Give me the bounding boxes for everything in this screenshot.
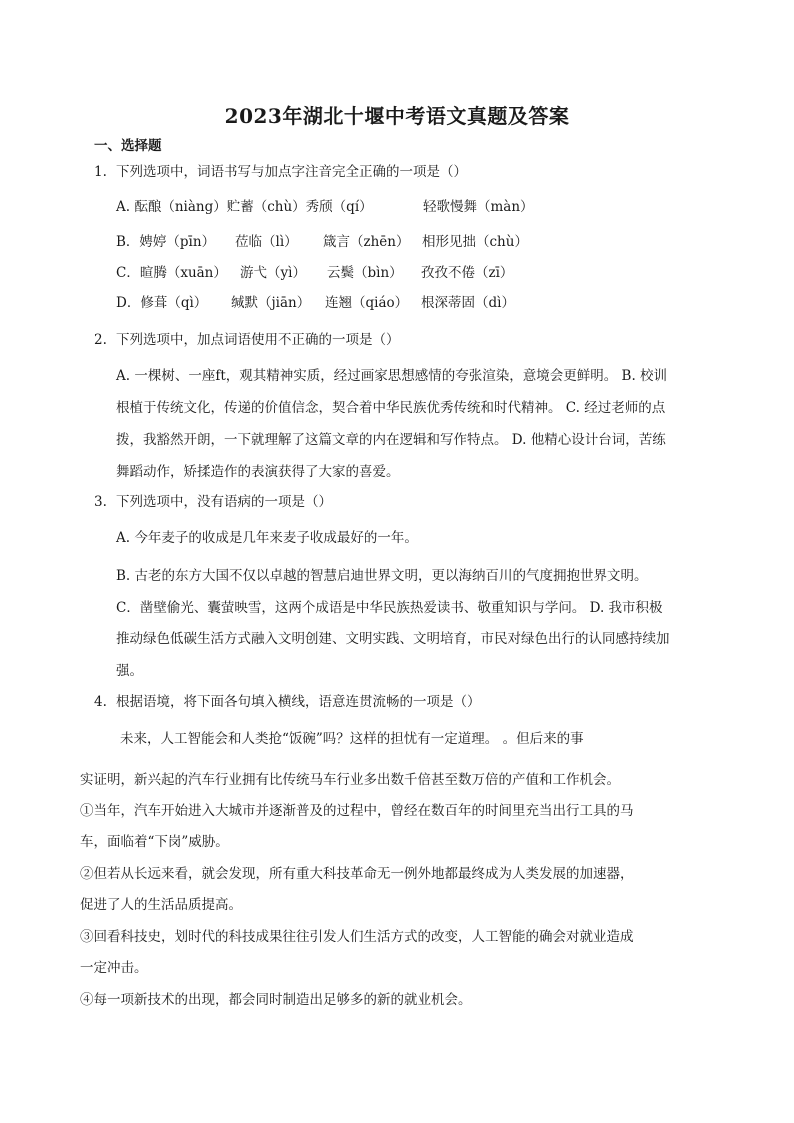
q4-sentence-line: 促进了人的生活品质提高。	[80, 897, 242, 913]
q3-option-line: C．凿壁偷光、囊萤映雪，这两个成语是中华民族热爱读书、敬重知识与学问。 D. 我市积极	[116, 600, 663, 616]
q4-sentence-line: 一定冲击。	[80, 960, 148, 976]
q4-sentence-line: 车，面临着“下岗”威胁。	[80, 834, 229, 850]
question-text: 下列选项中，没有语病的一项是（）	[116, 494, 332, 510]
q4-sentence-line: ③回看科技史，划时代的科技成果往往引发人们生活方式的改变，人工智能的确会对就业造成	[80, 929, 634, 945]
q2-option-line: 拨，我豁然开朗，一下就理解了这篇文章的内在逻辑和写作特点。 D. 他精心设计台词，苦练	[116, 432, 666, 448]
q2-option-line: 舞蹈动作，矫揉造作的表演获得了大家的喜爱。	[116, 464, 400, 480]
q1-option-b-1: B．娉婷（pīn）	[116, 234, 216, 250]
q4-sentence-line: ①当年，汽车开始进入大城市并逐渐普及的过程中，曾经在数百年的时间里充当出行工具的马	[80, 803, 634, 819]
question-2-stem	[94, 328, 400, 348]
q1-option-c-3: 云鬓（bìn）	[327, 265, 403, 281]
section-heading: 一、选择题	[94, 138, 162, 154]
question-number: 4.	[94, 694, 107, 710]
question-1-stem	[94, 160, 467, 180]
q3-option-line: 推动绿色低碳生活方式融入文明创建、文明实践、文明培育，市民对绿色出行的认同感持续加	[116, 631, 670, 647]
q4-sentence-line: ④每一项新技术的出现，都会同时制造出足够多的新的就业机会。	[80, 992, 472, 1008]
q1-option-d-1: D．修葺（qì）	[116, 295, 208, 311]
q1-option-b-3: 箴言（zhēn）	[323, 234, 410, 250]
q1-option-d-2: 缄默（jiān）	[231, 295, 311, 311]
q3-option-line: A. 今年麦子的收成是几年来麦子收成最好的一年。	[116, 530, 418, 546]
question-number: 3.	[94, 494, 107, 510]
q1-option-b-2: 莅临（lì）	[235, 234, 298, 250]
q4-passage-line: 实证明，新兴起的汽车行业拥有比传统马车行业多出数千倍甚至数万倍的产值和工作机会。	[80, 772, 620, 788]
question-number: 2.	[94, 332, 107, 348]
question-text: 下列选项中，加点词语使用不正确的一项是（）	[116, 332, 400, 348]
question-number: 1.	[94, 164, 107, 180]
q3-option-line: B. 古老的东方大国不仅以卓越的智慧启迪世界文明，更以海纳百川的气度拥抱世界文明。	[116, 568, 648, 584]
q4-passage-line: 未来，人工智能会和人类抢“饭碗”吗？这样的担忧有一定道理。 。但后来的事	[120, 731, 584, 747]
question-3-stem	[94, 490, 332, 510]
q3-option-line: 强。	[116, 663, 143, 679]
q2-option-line: 根植于传统文化，传递的价值信念，契合着中华民族优秀传统和时代精神。 C. 经过老师的点	[116, 400, 666, 416]
q1-option-c-1: C．暄腾（xuān）	[116, 265, 227, 281]
q1-option-d-3: 连翘（qiáo）	[325, 295, 409, 311]
question-text: 下列选项中，词语书写与加点字注音完全正确的一项是（）	[116, 164, 467, 180]
q1-option-a-term: 轻歌慢舞（màn）	[423, 199, 534, 215]
page-title: 2023年湖北十堰中考语文真题及答案	[224, 104, 570, 128]
question-text: 根据语境，将下面各句填入横线，语意连贯流畅的一项是（）	[116, 694, 481, 710]
q4-sentence-line: ②但若从长远来看，就会发现，所有重大科技革命无一例外地都最终成为人类发展的加速器，	[80, 866, 634, 882]
question-4-stem	[94, 690, 481, 710]
q1-option-c-4: 孜孜不倦（zī）	[421, 265, 514, 281]
q1-option-b-4: 相形见拙（chù）	[422, 234, 528, 250]
q1-option-c-2: 游弋（yì）	[240, 265, 306, 281]
q1-option-d-4: 根深蒂固（dì）	[421, 295, 515, 311]
q1-option-a: A. 酝酿（niàng）贮蓄（chù）秀颀（qí）	[116, 199, 373, 215]
q2-option-line: A. 一棵树、一座ft，观其精神实质，经过画家思想感情的夸张渲染，意境会更鲜明。 B. 校训	[116, 368, 668, 384]
